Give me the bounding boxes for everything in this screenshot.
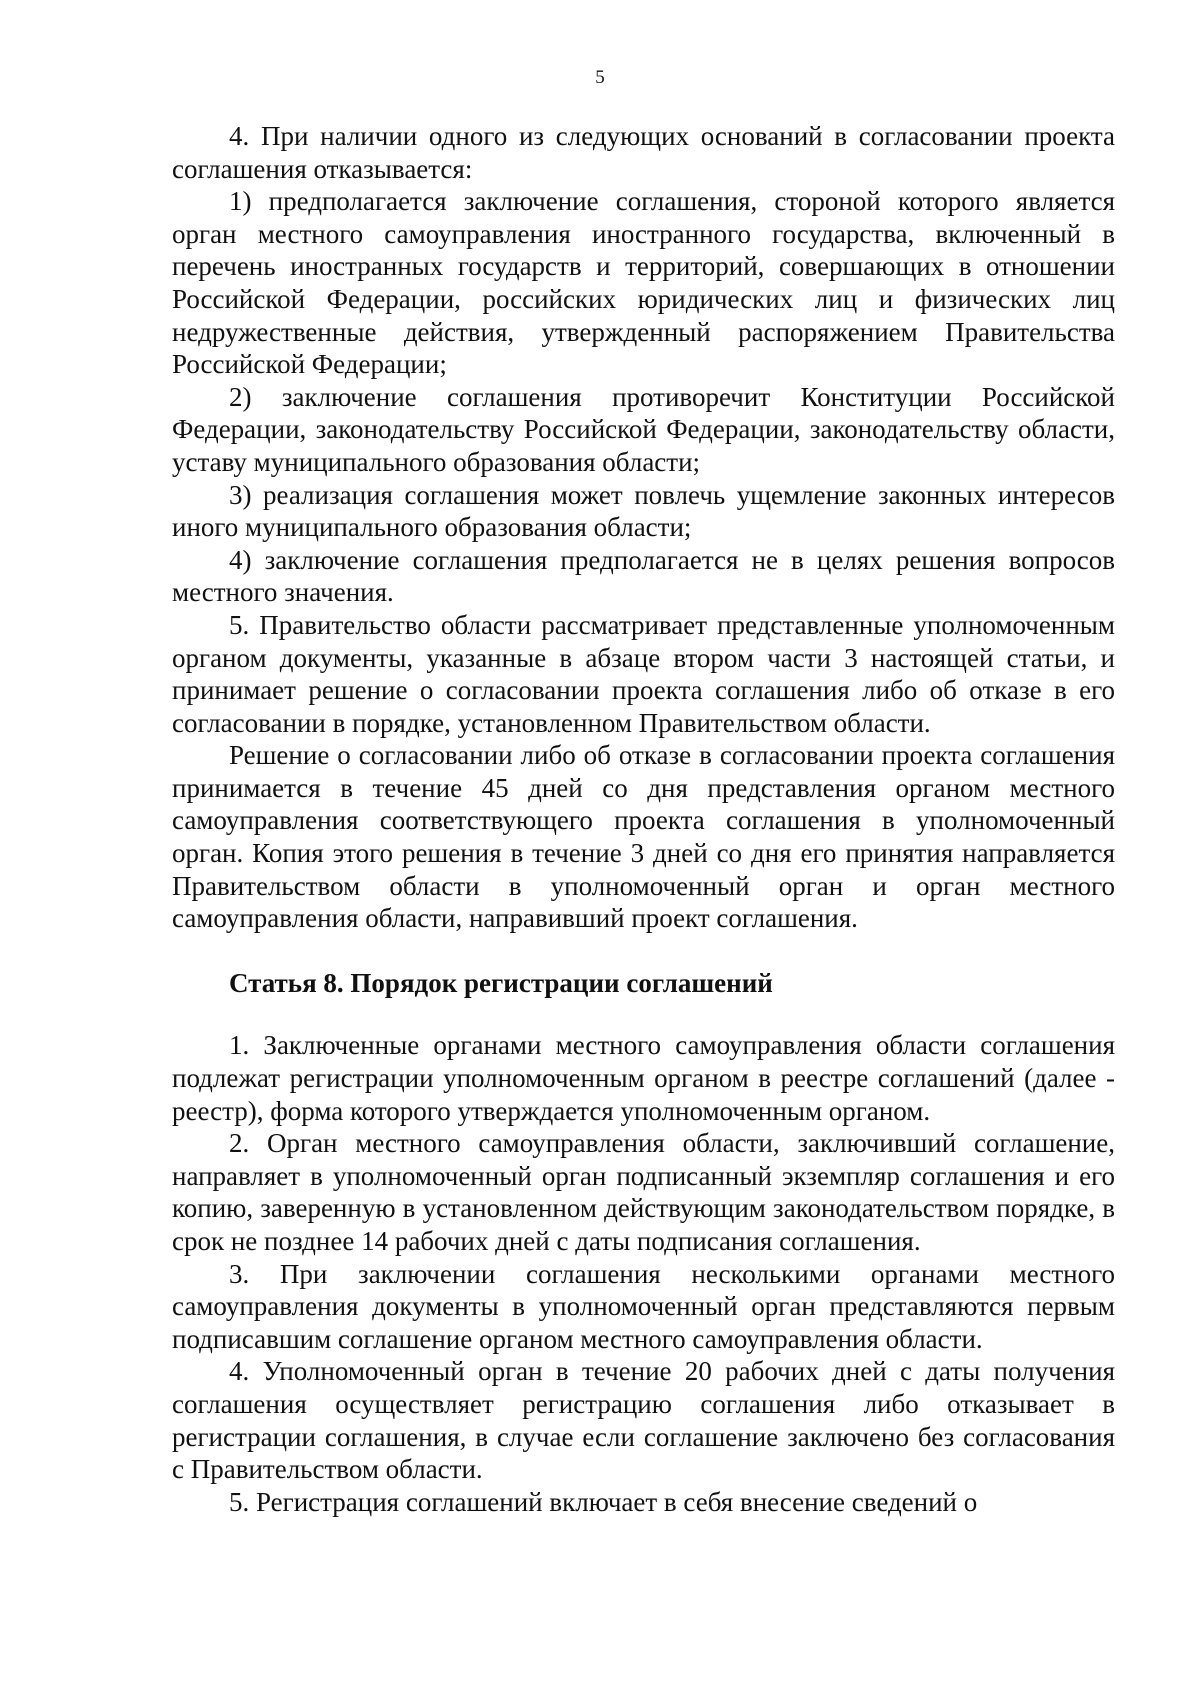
paragraph: 4. Уполномоченный орган в течение 20 рабочих дней с даты получения соглашения осуществляет регистрацию соглашения либо отказывает в регистрации соглашения, в случае если соглашение заключено без согласования с Правительством области. bbox=[172, 1356, 1115, 1485]
list-item: 4) заключение соглашения предполагается не в целях решения вопросов местного значения. bbox=[172, 544, 1115, 608]
spacer bbox=[172, 935, 1115, 967]
document-body bbox=[172, 120, 1115, 1518]
paragraph: 1. Заключенные органами местного самоуправления области соглашения подлежат регистрации уполномоченным органом в реестре соглашений (далее - реестр), форма которого утверждается уполномоченным органом. bbox=[172, 1030, 1115, 1126]
paragraph: 4. При наличии одного из следующих оснований в согласовании проекта соглашения отказывается: bbox=[172, 121, 1115, 184]
list-item: 2) заключение соглашения противоречит Конституции Российской Федерации, законодательству Российской Федерации, законодательству области, уставу муниципального образования области; bbox=[172, 381, 1115, 477]
paragraph: 3. При заключении соглашения несколькими органами местного самоуправления документы в уполномоченный орган представляются первым подписавшим соглашение органом местного самоуправления области. bbox=[172, 1258, 1115, 1354]
article-heading: Статья 8. Порядок регистрации соглашений bbox=[229, 967, 773, 998]
spacer bbox=[172, 999, 1115, 1029]
paragraph: 2. Орган местного самоуправления области, заключивший соглашение, направляет в уполномоченный орган подписанный экземпляр соглашения и его копию, заверенную в установленном действующим законодательством порядке, в срок не позднее 14 рабочих дней с даты подписания соглашения. bbox=[172, 1128, 1115, 1256]
page-number: 5 bbox=[595, 67, 605, 88]
paragraph: Решение о согласовании либо об отказе в согласовании проекта соглашения принимается в течение 45 дней со дня представления органом местного самоуправления соответствующего проекта соглашения в уполномоченный орган. Копия этого решения в течение 3 дней со дня его принятия направляется Правительством области в уполномоченный орган и орган местного самоуправления области, направивший проект соглашения. bbox=[172, 740, 1115, 934]
list-item: 1) предполагается заключение соглашения, стороной которого является орган местного самоуправления иностранного государства, включенный в перечень иностранных государств и территорий, совершающих в отношении Российской Федерации, российских юридических лиц и физических лиц недружественные действия, утвержденный распоряжением Правительства Российской Федерации; bbox=[172, 186, 1115, 380]
paragraph: 5. Регистрация соглашений включает в себя внесение сведений о bbox=[229, 1486, 978, 1517]
paragraph: 5. Правительство области рассматривает представленные уполномоченным органом документы, указанные в абзаце втором части 3 настоящей статьи, и принимает решение о согласовании проекта соглашения либо об отказе в его согласовании в порядке, установленном Правительством области. bbox=[172, 609, 1115, 738]
list-item: 3) реализация соглашения может повлечь ущемление законных интересов иного муниципального образования области; bbox=[172, 479, 1115, 543]
